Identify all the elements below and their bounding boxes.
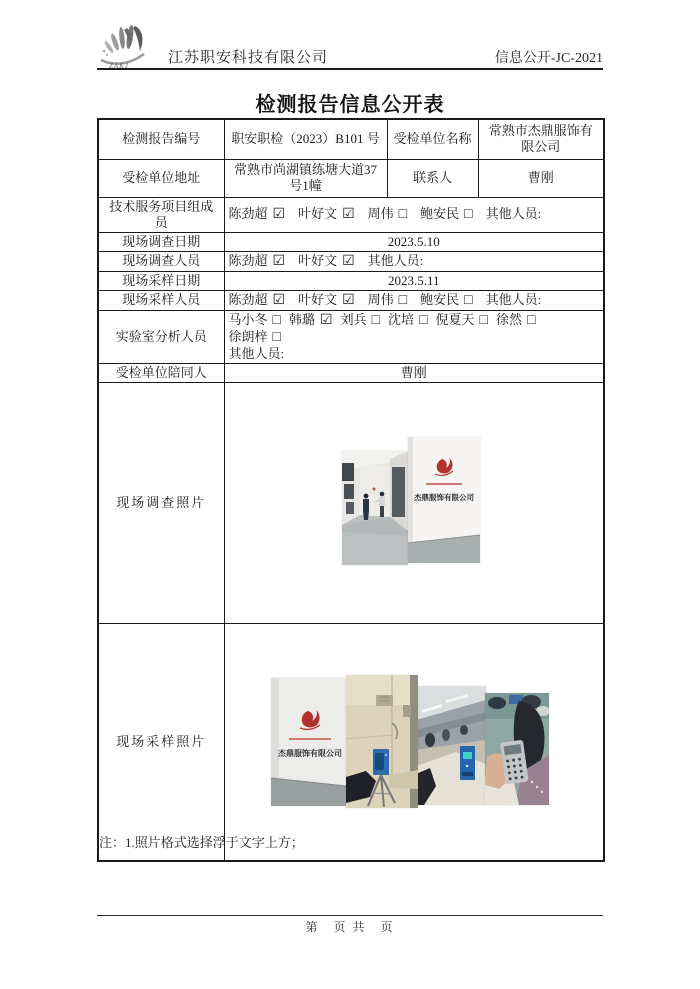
checkbox-unchecked-icon[interactable]: □ — [479, 312, 489, 328]
staff-member-name: 徐然 — [496, 311, 523, 327]
unit-name-value: 常熟市杰鼎服饰有限公司 — [478, 119, 604, 159]
staff-member-name: 叶好文 — [298, 252, 338, 268]
staff-member-checkbox[interactable] — [229, 312, 281, 327]
staff-member-checkbox[interactable] — [420, 206, 472, 221]
table-row — [98, 251, 604, 271]
staff-member-name: 倪夏天 — [435, 311, 475, 327]
checkbox-unchecked-icon[interactable]: □ — [398, 207, 408, 222]
sample-photo-handheld-meter — [485, 693, 549, 805]
team-members — [229, 206, 486, 221]
header-divider — [97, 68, 603, 70]
disclosure-form-table — [97, 118, 605, 862]
staff-member-name: 周伟 — [367, 291, 394, 307]
staff-member-name: 鲍安民 — [420, 291, 460, 307]
sample-date-value: 2023.5.11 — [224, 271, 604, 290]
header-company-name: 江苏职安科技有限公司 — [168, 50, 329, 66]
footer-pagination: 第 页 共 页 — [305, 920, 395, 934]
svg-text:杰鼎服饰有限公司: 杰鼎服饰有限公司 — [413, 492, 474, 502]
checkbox-unchecked-icon[interactable]: □ — [527, 312, 536, 328]
checkbox-checked-icon[interactable]: ☑ — [272, 207, 286, 222]
table-row — [98, 159, 604, 197]
checkbox-checked-icon[interactable]: ☑ — [320, 312, 333, 328]
page-title: 检测报告信息公开表 — [255, 94, 445, 116]
report-no-label: 检测报告编号 — [98, 119, 224, 159]
staff-member-checkbox[interactable] — [229, 206, 286, 221]
checkbox-unchecked-icon[interactable]: □ — [464, 207, 473, 222]
other-staff-label: 其他人员: — [228, 345, 285, 361]
sample-photo-company-sign — [271, 678, 346, 806]
sample-photo-workshop — [416, 686, 486, 805]
sample-staff-members — [229, 292, 486, 307]
other-staff-label: 其他人员: — [485, 291, 542, 307]
staff-member-name: 陈劲超 — [228, 291, 268, 307]
report-no-value: 职安职检（2023）B101 号 — [224, 119, 387, 159]
table-row — [98, 623, 604, 861]
staff-member-name: 陈劲超 — [228, 206, 268, 221]
table-row — [98, 197, 604, 232]
staff-member-checkbox[interactable] — [229, 292, 286, 307]
checkbox-unchecked-icon[interactable]: □ — [464, 292, 473, 308]
staff-member-checkbox[interactable] — [298, 253, 355, 268]
lab-staff-cell — [224, 310, 604, 363]
svg-text:杰鼎服饰有限公司: 杰鼎服饰有限公司 — [277, 748, 342, 758]
staff-member-checkbox[interactable] — [368, 292, 407, 307]
checkbox-unchecked-icon[interactable]: □ — [371, 312, 381, 328]
staff-member-checkbox[interactable] — [341, 312, 380, 327]
sample-date-label: 现场采样日期 — [98, 271, 224, 290]
company-logo-icon — [99, 24, 163, 70]
sample-staff-label: 现场采样人员 — [98, 290, 224, 310]
lab-staff-label: 实验室分析人员 — [98, 310, 224, 363]
checkbox-checked-icon[interactable]: ☑ — [342, 253, 355, 269]
checkbox-checked-icon[interactable]: ☑ — [272, 253, 286, 269]
unit-name-label: 受检单位名称 — [387, 119, 478, 159]
staff-member-name: 沈培 — [388, 311, 415, 327]
survey-staff-members — [229, 253, 368, 268]
contact-label: 联系人 — [387, 159, 478, 197]
lab-staff-members — [229, 312, 544, 344]
unit-addr-label: 受检单位地址 — [98, 159, 224, 197]
survey-staff-label: 现场调查人员 — [98, 251, 224, 271]
survey-photo-hallway — [342, 451, 408, 565]
checkbox-unchecked-icon[interactable]: □ — [272, 329, 281, 345]
staff-member-name: 鲍安民 — [420, 206, 460, 221]
survey-date-value: 2023.5.10 — [224, 232, 604, 251]
staff-member-checkbox[interactable] — [298, 206, 355, 221]
team-members-cell — [224, 197, 604, 232]
survey-photos-cell — [224, 382, 604, 623]
staff-member-checkbox[interactable] — [496, 312, 535, 327]
checkbox-checked-icon[interactable]: ☑ — [272, 292, 286, 308]
checkbox-unchecked-icon[interactable]: □ — [398, 292, 408, 308]
staff-member-checkbox[interactable] — [368, 206, 407, 221]
sample-photos-label: 现场采样照片 — [98, 623, 224, 861]
staff-member-checkbox[interactable] — [229, 253, 286, 268]
table-row — [98, 363, 604, 382]
contact-value: 曹刚 — [478, 159, 604, 197]
staff-member-checkbox[interactable] — [436, 312, 488, 327]
other-staff-label: 其他人员: — [367, 252, 424, 268]
other-staff-label: 其他人员: — [485, 206, 542, 221]
staff-member-checkbox[interactable] — [420, 292, 472, 307]
staff-member-name: 叶好文 — [298, 291, 338, 307]
survey-staff-cell — [224, 251, 604, 271]
staff-member-checkbox[interactable] — [289, 312, 333, 327]
staff-member-checkbox[interactable] — [388, 312, 427, 327]
table-row — [98, 310, 604, 363]
staff-member-name: 陈劲超 — [228, 252, 268, 268]
staff-member-name: 叶好文 — [298, 206, 338, 221]
logo-text: ZAKJ — [109, 62, 129, 70]
checkbox-checked-icon[interactable]: ☑ — [342, 207, 355, 222]
survey-date-label: 现场调查日期 — [98, 232, 224, 251]
survey-photos-label: 现场调查照片 — [98, 382, 224, 623]
staff-member-name: 周伟 — [367, 206, 394, 221]
table-row — [98, 232, 604, 251]
staff-member-name: 韩璐 — [288, 311, 315, 327]
escort-value: 曹刚 — [224, 363, 604, 382]
unit-addr-value: 常熟市尚湖镇练塘大道37号1幢 — [224, 159, 387, 197]
checkbox-unchecked-icon[interactable]: □ — [419, 312, 428, 328]
sample-photos-cell — [224, 623, 604, 861]
team-label: 技术服务项目组成员 — [98, 197, 224, 232]
table-row — [98, 290, 604, 310]
checkbox-checked-icon[interactable]: ☑ — [342, 292, 355, 308]
escort-label: 受检单位陪同人 — [98, 363, 224, 382]
staff-member-name: 刘兵 — [340, 311, 367, 327]
staff-member-checkbox[interactable] — [298, 292, 355, 307]
checkbox-unchecked-icon[interactable]: □ — [272, 312, 281, 328]
staff-member-name: 徐朗梓 — [228, 328, 268, 344]
table-row — [98, 271, 604, 290]
header-doc-code: 信息公开-JC-2021 — [494, 51, 603, 66]
table-row — [98, 119, 604, 159]
footer-divider — [97, 915, 603, 916]
staff-member-name: 马小冬 — [228, 311, 268, 327]
sample-photo-tripod-sampler — [346, 675, 418, 808]
staff-member-checkbox[interactable] — [229, 329, 281, 344]
table-row — [98, 382, 604, 623]
sample-staff-cell — [224, 290, 604, 310]
survey-photo-company-sign — [408, 437, 480, 563]
footnote: 注：1.照片格式选择浮于文字上方； — [99, 835, 304, 850]
